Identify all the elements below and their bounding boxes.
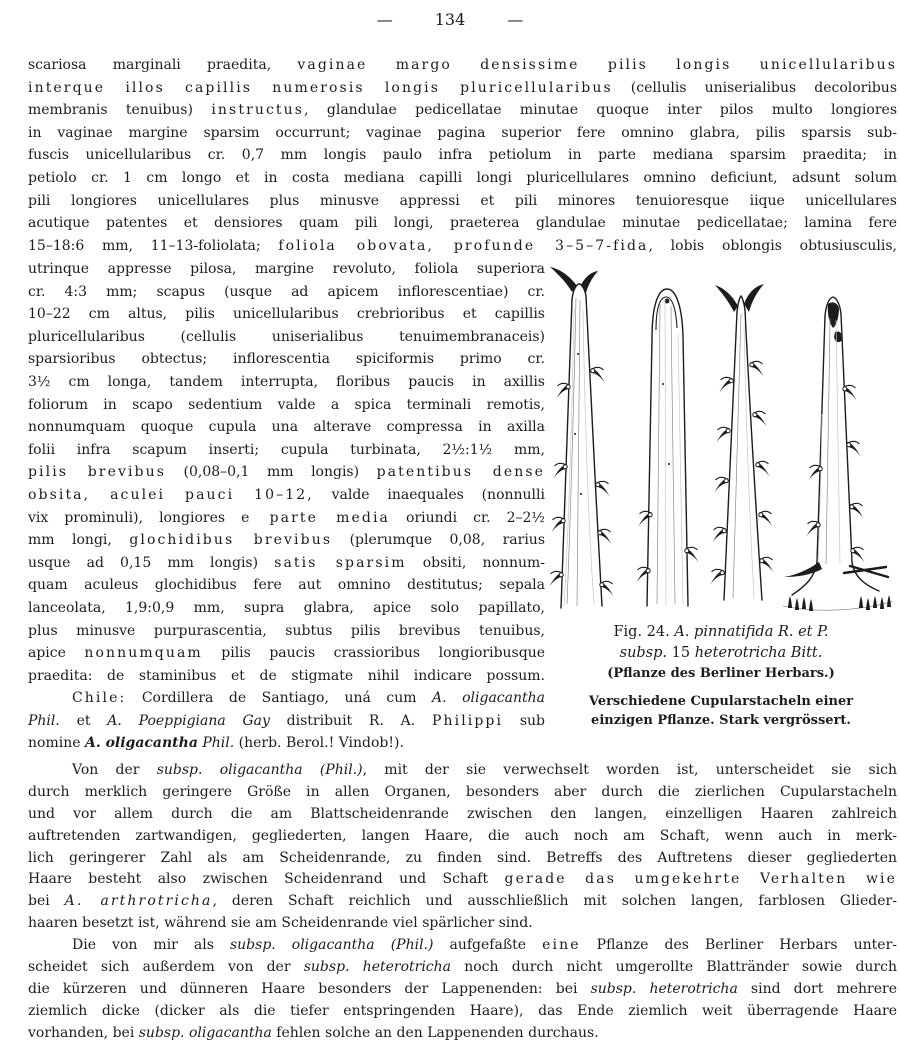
figure-caption-title [545,622,897,664]
text-line: obsita, aculei pauci 10–12, valde inaequales (nonnulli [28,486,545,503]
page-number: 134 [434,10,466,29]
latin-paragraph-narrow-column [28,258,545,755]
text-line: vorhanden, bei subsp. oligacantha fehlen solche an den Lappenenden durchaus. [28,1024,599,1041]
text-line: plus minusve purpurascentia, subtus pilis brevibus tenuibus, [28,622,545,639]
text-line: quam aculeus glochidibus fere aut omnino destitutus; sepala [28,577,545,594]
cupular-spine-3 [711,284,774,600]
cupular-spine-2 [637,289,699,606]
text-line: utrinque appresse pilosa, margine revoluto, foliola superiora [28,261,545,277]
page-header [0,10,900,29]
text-line: Haare besteht also zwischen Scheidenrand und Schaft gerade das umgekehrte Verhalten wie [28,871,897,888]
figure-24-caption [545,622,897,730]
text-line: sparsioribus obtectus; inflorescentia spiciformis primo cr. [28,351,545,368]
text-line: auftretenden zartwandigen, gegliederten, langen Haare, die auch noch am Schaft, wenn auch in merk- [28,827,897,844]
text-line: in vaginae margine sparsim occurrunt; vaginae pagina superior fere omnino glabra, pilis sparsis sub- [28,124,897,141]
text-line: scheidet sich außerdem von der subsp. heterotricha noch durch nicht umgerollte Blattränder sowie durch [28,959,897,976]
text-line: Chile: Cordillera de Santiago, uná cum A. oligacantha [72,690,545,707]
text-line: nomine A. oligacantha Phil. (herb. Berol.! Vindob!). [28,735,404,752]
text-line: acutique patentes et densiores quam pili longi, praeterea glandulae minutae pedicellatae; lamina fere [28,215,897,232]
text-line: vix prominuli), longiores e parte media oriundi cr. 2–2½ [28,509,545,526]
text-line: durch merklich geringere Größe in allen Organen, besonders aber durch die zierlichen Cupularstacheln [28,783,897,800]
text-line: lich geringerer Zahl als am Scheidenrande, zu finden sind. Betreffs des Auftretens dieser gegliederten [28,849,897,866]
text-line: (Pflanze des Berliner Herbars.) [607,666,835,681]
figure-caption-source [545,664,897,684]
text-line: lanceolata, 1,9:0,9 mm, supra glabra, apice solo papillato, [28,599,545,616]
text-line: einzigen Pflanze. Stark vergrössert. [591,713,851,728]
text-line: Von der subsp. oligacantha (Phil.), mit der sie verwechselt worden ist, unterscheidet sie sich [72,762,897,778]
text-line: Fig. 24. A. pinnatifida R. et P. [613,624,829,640]
text-line: subsp. 15 heterotricha Bitt. [619,645,823,661]
text-line: interque illos capillis numerosis longis pluricellularibus (cellulis uniserialibus decoloribus [28,79,897,96]
text-line: scariosa marginali praedita, vaginae margo densissime pilis longis unicellularibus [28,57,897,73]
text-line: cr. 4:3 mm; scapus (usque ad apicem inflorescentiae) cr. [28,283,545,300]
latin-paragraph-full-width [28,54,897,257]
text-line: foliorum in scapo sedentium valde a spica terminali remotis, [28,396,545,413]
text-line: folii infra scapum inserti; cupula turbinata, 2½:1½ mm, [28,441,545,458]
text-line: 15–18:6 mm, 11–13-foliolata; foliola obovata, profunde 3–5–7-fida, lobis oblongis obtusiusculis, [28,237,897,254]
text-line: Phil. et A. Poeppigiana Gay distribuit R. A. Philippi sub [28,712,545,729]
header-dash-right: — [507,10,524,29]
figure-24 [545,264,897,730]
text-line: membranis tenuibus) instructus, glandulae pedicellatae minutae quoque inter pilos multo longiores [28,102,897,119]
text-line: die kürzeren und dünneren Haare besonders der Lappenenden: bei subsp. heterotricha sind dort mehrere [28,980,897,997]
text-line: usque ad 0,15 mm longis) satis sparsim obsiti, nonnum- [28,554,545,571]
text-line: praedita: de staminibus et de stigmate nihil indicare possum. [28,667,545,684]
cupular-spine-4 [783,297,892,611]
text-line: Die von mir als subsp. oligacantha (Phil.) aufgefaßte eine Pflanze des Berliner Herbars unter- [72,937,897,954]
figure-24-illustration [545,264,895,620]
text-line: 10–22 cm altus, pilis unicellularibus crebrioribus et capillis [28,306,545,323]
header-dash-left: — [376,10,393,29]
german-paragraphs [28,760,897,1045]
cupular-spine-1 [550,267,614,608]
text-line: und vor allem durch die am Blattscheidenrande zwischen den langen, einzelligen Haaren zahlreich [28,805,897,822]
text-line: Verschiedene Cupularstacheln einer [588,694,854,709]
text-line: petiolo cr. 1 cm longo et in costa mediana capilli longi pluricellulares omnino deficiunt, adsunt solum [28,169,897,186]
text-line: apice nonnumquam pilis paucis crassioribus longioribusque [28,645,545,662]
text-line: mm longi, glochidibus brevibus (plerumque 0,08, rarius [28,532,545,549]
text-line: ziemlich dicke (dicker als die tiefer entspringenden Haare), das Ende ziemlich weit überragende Haare [28,1002,897,1019]
text-line: pili longiores unicellulares plus minusve appressi et pili minores tenuioresque iique unicellulares [28,192,897,209]
text-line: haaren besetzt ist, während sie am Scheidenrande viel spärlicher sind. [28,915,533,932]
text-line: fuscis unicellularibus cr. 0,7 mm longis paulo infra petiolum in parte mediana sparsim praedita; in [28,147,897,164]
text-line: nonnumquam quoque cupula una alterave compressa in axilla [28,419,545,436]
text-line: pilis brevibus (0,08–0,1 mm longis) patentibus dense [28,464,545,481]
text-line: 3½ cm longa, tandem interrupta, floribus paucis in axillis [28,373,545,390]
figure-caption-note [545,692,897,730]
text-line: pluricellularibus (cellulis uniserialibus tenuimembranaceis) [28,328,545,345]
text-line: bei A. arthrotricha, deren Schaft reichlich und ausschließlich mit solchen langen, farblosen Glieder- [28,893,897,910]
